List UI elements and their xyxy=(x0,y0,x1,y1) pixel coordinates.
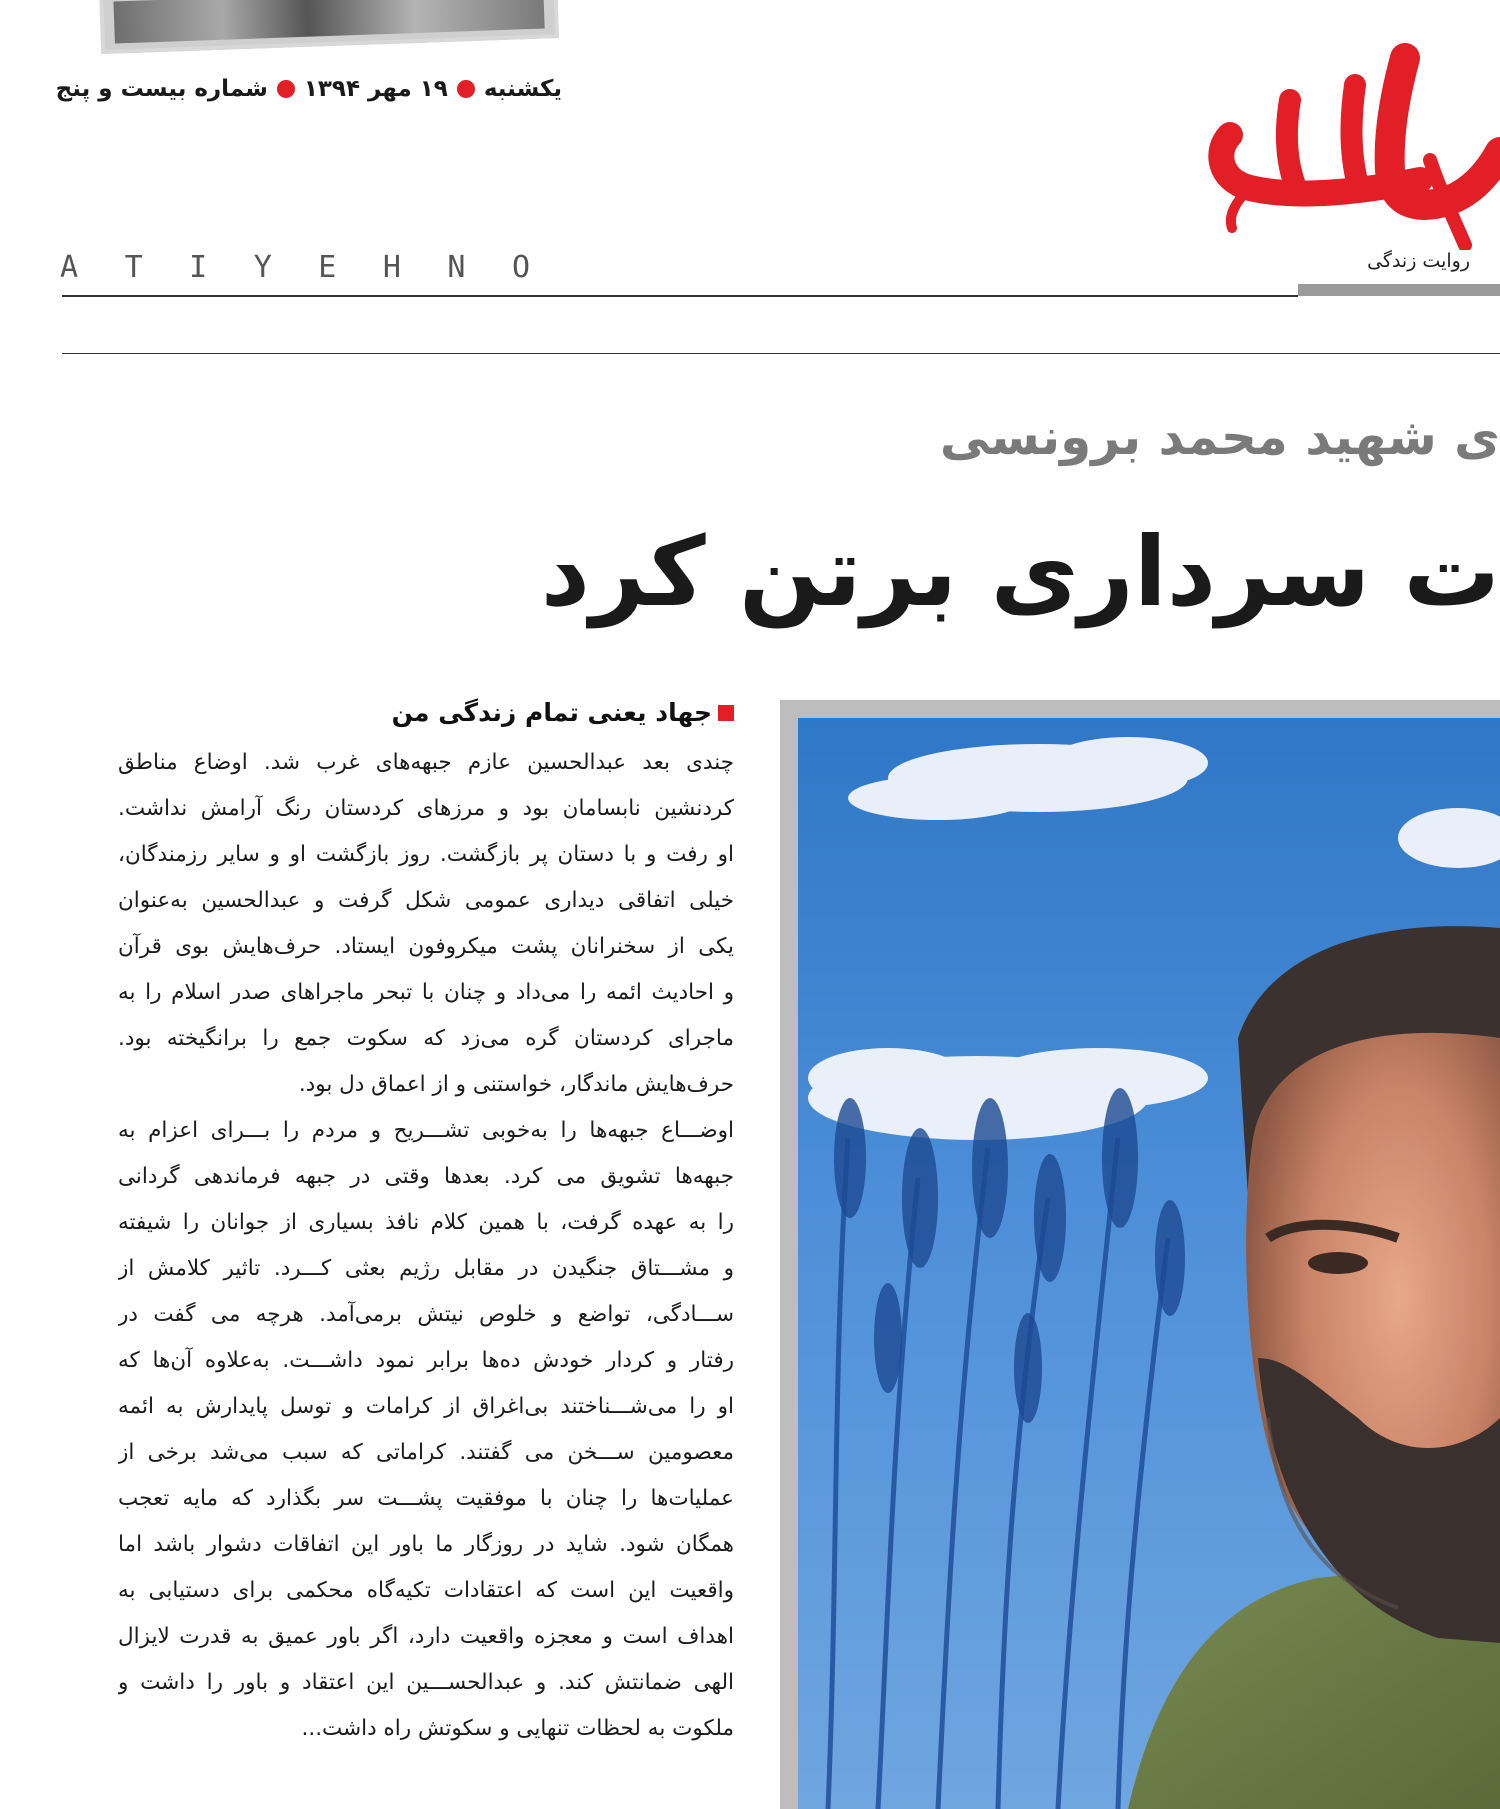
article-line: اوضـــاع جبهه‌ها را به‌خوبی تشـــریح و مردم را بـــرای اعزام به xyxy=(118,1118,734,1143)
article-line: یکی از سخنرانان پشت میکروفون ایستاد. حرف‌هایش بوی قرآن xyxy=(118,934,734,959)
latin-letter: A xyxy=(60,250,79,285)
masthead-rule xyxy=(62,295,1298,297)
article-column xyxy=(118,696,734,1752)
article-line: و مشـــتاق جنگیدن در مقابل رژیم بعثی کـــرد. تاثیر کلامش از xyxy=(118,1256,734,1281)
article-line: ســـادگی، تواضع و خلوص نیتش برمی‌آمد. هرچه می گفت در xyxy=(118,1302,734,1327)
article-line: و احادیث ائمه را می‌داد و چنان با تبحر ماجراهای صدر اسلام را به xyxy=(118,980,734,1005)
latin-letter: O xyxy=(511,250,530,285)
article-line: جبهه‌ها تشویق می کرد. بعدها وقتی در جبهه فرماندهی گردانی xyxy=(118,1164,734,1189)
article-subhead-text: جهاد یعنی تمام زندگی من xyxy=(391,698,712,727)
latin-letter: N xyxy=(447,250,466,285)
article-line: اهداف است و معجزه واقعیت دارد، اگر باور عمیق به قدرت لایزال xyxy=(118,1624,734,1649)
photo-frame xyxy=(780,700,1500,1809)
top-photo-image xyxy=(113,0,544,43)
latin-letter: Y xyxy=(253,250,272,285)
latin-letter: H xyxy=(382,250,401,285)
article-line: را به عهده گرفت، با همین کلام نافذ بسیاری از جوانان را شیفته xyxy=(118,1210,734,1235)
article-body xyxy=(118,740,734,1752)
latin-letter: I xyxy=(189,250,208,285)
article-line: الهی ضمانتش کند. و عبدالحســـین این اعتقاد و باور را داشت و xyxy=(118,1670,734,1695)
article-subhead xyxy=(118,696,734,730)
date-value: ۱۹ مهر ۱۳۹۴ xyxy=(303,76,448,102)
article-line: چندی بعد عبدالحسین عازم جبهه‌های غرب شد. اوضاع مناطق xyxy=(118,750,734,775)
dateline xyxy=(55,76,562,102)
newspaper-logo xyxy=(1190,40,1500,250)
article-line: کردنشین نابسامان بود و مرزهای کردستان رنگ آرامش نداشت. xyxy=(118,796,734,821)
masthead-rule-gray xyxy=(1298,284,1500,296)
logo-tagline: روایت زندگی xyxy=(1367,250,1470,272)
red-square-icon xyxy=(718,705,734,721)
headline-main: ت سرداری برتن کرد xyxy=(540,516,1500,628)
date-weekday: یکشنبه xyxy=(483,76,562,102)
article-line: خیلی اتفاقی دیداری عمومی شکل گرفت و عبدالحسین به‌عنوان xyxy=(118,888,734,913)
headline-kicker: ی شهید محمد برونسی xyxy=(939,408,1500,466)
red-dot-icon xyxy=(277,80,295,98)
next-column-fragment xyxy=(650,1795,710,1809)
latin-letter: T xyxy=(124,250,143,285)
latin-letter: E xyxy=(318,250,337,285)
article-line: حرف‌هایش ماندگار، خواستنی و از اعماق دل بود. xyxy=(298,1072,734,1097)
article-line: رفتار و کردار خودش ده‌ها برابر نمود داشـــت. به‌علاوه آن‌ها که xyxy=(118,1348,734,1373)
issue-number: شماره بیست و پنج xyxy=(55,76,268,102)
article-line: ملکوت به لحظات تنهایی و سکوتش راه داشت... xyxy=(301,1716,734,1741)
article-line: همگان شود. شاید در روزگار ما باور این اتفاقات دشوار باشد اما xyxy=(118,1532,734,1557)
top-photo-strip xyxy=(99,0,559,54)
article-line: عملیات‌ها را چنان با موفقیت پشـــت سر بگذارد که مایه تعجب xyxy=(118,1486,734,1511)
article-line: ماجرای کردستان گره می‌زد که سکوت جمع را برانگیخته بود. xyxy=(118,1026,734,1051)
article-line: او را می‌شـــناختند بی‌اغراق از کرامات و توسل پایدارش به ائمه xyxy=(118,1394,734,1419)
section-rule xyxy=(62,353,1500,354)
latin-masthead xyxy=(60,250,530,285)
article-line: او رفت و با دستان پر بازگشت. روز بازگشت او و سایر رزمندگان، xyxy=(118,842,734,867)
article-line: واقعیت این است که اعتقادات تکیه‌گاه محکمی برای دستیابی به xyxy=(118,1578,734,1603)
portrait-photo xyxy=(798,718,1500,1809)
article-line: معصومین ســـخن می گفتند. کراماتی که سبب می‌شد برخی از xyxy=(118,1440,734,1465)
red-dot-icon xyxy=(457,80,475,98)
